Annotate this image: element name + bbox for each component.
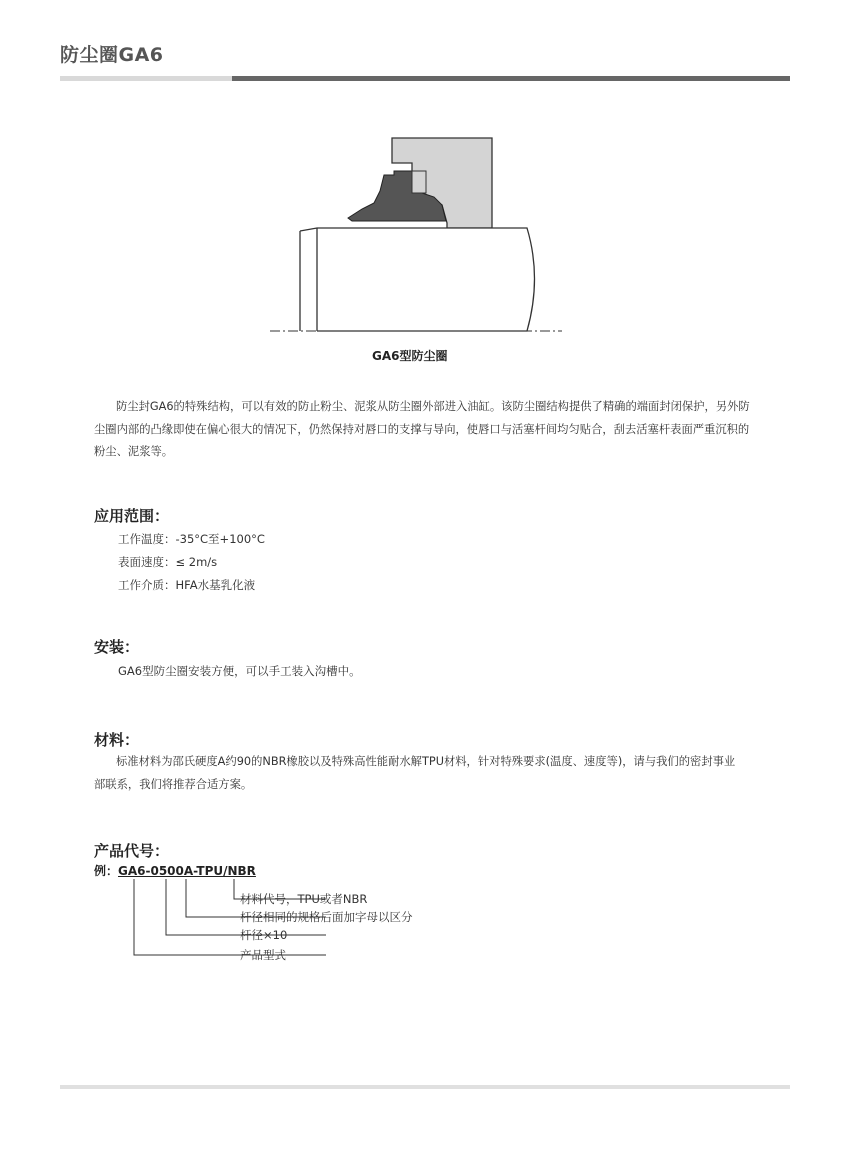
material-heading: 材料： [94, 731, 140, 749]
code-label-material: 材料代号，TPU或者NBR [240, 892, 368, 906]
product-code-heading: 产品代号： [94, 842, 170, 860]
spec-temperature: 工作温度：-35°C至+100°C [118, 532, 265, 546]
page-title: 防尘圈GA6 [60, 44, 164, 66]
code-example-prefix: 例： [94, 864, 119, 878]
spec-speed: 表面速度：≤ 2m/s [118, 555, 218, 569]
footer-rule [60, 1085, 790, 1089]
figure-caption: GA6型防尘圈 [372, 349, 448, 363]
installation-heading: 安装： [94, 638, 140, 656]
installation-text: GA6型防尘圈安装方便，可以手工装入沟槽中。 [118, 664, 361, 678]
code-example-value: GA6-0500A-TPU/NBR [118, 864, 256, 878]
header-rule-light [60, 76, 232, 81]
code-label-suffix: 杆径相同的规格后面加字母以区分 [240, 910, 413, 924]
seal-insert [412, 171, 426, 193]
header-rule-dark [232, 76, 790, 81]
application-heading: 应用范围： [94, 507, 170, 525]
material-text: 标准材料为邵氏硬度A约90的NBR橡胶以及特殊高性能耐水解TPU材料，针对特殊要求(温度、速度等)，请与我们的密封事业部联系，我们将推荐合适方案。 [94, 755, 736, 791]
intro-text: 防尘封GA6的特殊结构，可以有效的防止粉尘、泥浆从防尘圈外部进入油缸。该防尘圈结构提供了精确的端面封闭保护，另外防尘圈内部的凸缘即使在偏心很大的情况下，仍然保持对唇口的支撑与导向，使唇口与活塞杆间均匀贴合，刮去活塞杆表面严重沉积的粉尘、泥浆等。 [94, 400, 750, 458]
spec-medium: 工作介质：HFA水基乳化液 [118, 578, 256, 592]
piston-rod [300, 228, 535, 331]
seal-cross-section-figure [262, 133, 572, 343]
code-label-type: 产品型式 [240, 948, 286, 962]
code-label-diameter: 杆径×10 [240, 928, 288, 942]
intro-paragraph [94, 396, 760, 464]
material-paragraph [94, 751, 744, 796]
